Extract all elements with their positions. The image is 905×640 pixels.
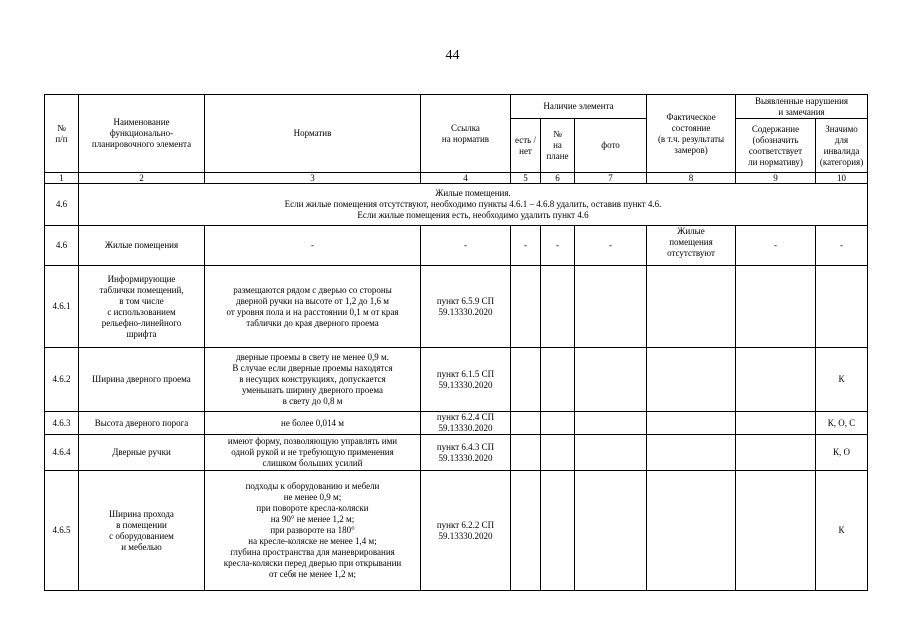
col-number: 2 <box>79 173 205 184</box>
col-number: 9 <box>736 173 816 184</box>
col-actual-header: Фактическое состояние (в т.ч. результаты замеров) <box>647 95 736 173</box>
row-plan: - <box>541 226 575 266</box>
row-actual <box>647 435 736 471</box>
row-actual <box>647 412 736 435</box>
table-row <box>45 184 868 226</box>
row-name: Информирующие таблички помещений, в том числе с использованием рельефно-линейного шрифта <box>79 266 205 348</box>
col-name-header: Наименование функционально- планировочного элемента <box>79 95 205 173</box>
col-norm-header: Норматив <box>205 95 421 173</box>
section-text: Жилые помещения. Если жилые помещения отсутствуют, необходимо пункты 4.6.1 – 4.6.8 удалить, оставив пункт 4.6. Если жилые помещения есть, необходимо удалить пункт 4.6 <box>79 184 868 226</box>
table-row <box>45 173 868 184</box>
col-number: 6 <box>541 173 575 184</box>
row-name: Дверные ручки <box>79 435 205 471</box>
row-name: Жилые помещения <box>79 226 205 266</box>
page-number: 44 <box>445 48 460 63</box>
col-photo-header: фото <box>575 119 647 173</box>
row-ref: - <box>421 226 511 266</box>
row-present <box>511 348 541 412</box>
row-name: Ширина дверного проема <box>79 348 205 412</box>
row-norm: размещаются рядом с дверью со стороны дверной ручки на высоте от 1,2 до 1,6 м от уровня пола и на расстоянии 0,1 м от края таблички до края дверного проема <box>205 266 421 348</box>
row-significant <box>816 266 868 348</box>
col-number: 1 <box>45 173 79 184</box>
col-number: 8 <box>647 173 736 184</box>
table-row <box>45 435 868 471</box>
col-number: 10 <box>816 173 868 184</box>
row-content <box>736 471 816 591</box>
col-ref-header: Ссылка на норматив <box>421 95 511 173</box>
col-number: 3 <box>205 173 421 184</box>
col-number: 7 <box>575 173 647 184</box>
row-num: 4.6.1 <box>45 266 79 348</box>
row-photo <box>575 471 647 591</box>
row-actual <box>647 471 736 591</box>
row-photo <box>575 266 647 348</box>
row-norm: имеют форму, позволяющую управлять ими одной рукой и не требующую применения слишком больших усилий <box>205 435 421 471</box>
row-actual <box>647 348 736 412</box>
row-plan <box>541 412 575 435</box>
table-row <box>45 266 868 348</box>
col-plan-header: № на плане <box>541 119 575 173</box>
row-significant: К, О <box>816 435 868 471</box>
row-content <box>736 412 816 435</box>
row-ref: пункт 6.2.4 СП 59.13330.2020 <box>421 412 511 435</box>
row-num: 4.6.3 <box>45 412 79 435</box>
row-num: 4.6.2 <box>45 348 79 412</box>
row-norm: - <box>205 226 421 266</box>
row-content <box>736 435 816 471</box>
row-ref: пункт 6.5.9 СП 59.13330.2020 <box>421 266 511 348</box>
col-violations-header: Выявленные нарушения и замечания <box>736 95 868 119</box>
row-norm: дверные проемы в свету не менее 0,9 м. В случае если дверные проемы находятся в несущих конструкциях, допускается уменьшать ширину дверного проема в свету до 0,8 м <box>205 348 421 412</box>
row-content <box>736 348 816 412</box>
row-num: 4.6.5 <box>45 471 79 591</box>
row-present <box>511 471 541 591</box>
row-plan <box>541 266 575 348</box>
table-row <box>45 348 868 412</box>
row-content: - <box>736 226 816 266</box>
row-norm: не более 0,014 м <box>205 412 421 435</box>
col-num-header: № п/п <box>45 95 79 173</box>
row-norm: подходы к оборудованию и мебели не менее 0,9 м; при повороте кресла-коляски на 90° не менее 1,2 м; при развороте на 180° на кресле-коляске не менее 1,4 м; глубина пространства для маневрирования кресла-коляски перед дверью при открывании от себя не менее 1,2 м; <box>205 471 421 591</box>
row-plan <box>541 471 575 591</box>
table-row <box>45 226 868 266</box>
accessibility-table <box>44 94 868 591</box>
row-significant: - <box>816 226 868 266</box>
row-significant: К <box>816 348 868 412</box>
row-photo: - <box>575 226 647 266</box>
row-name: Ширина прохода в помещении с оборудованием и мебелью <box>79 471 205 591</box>
col-number: 4 <box>421 173 511 184</box>
row-significant: К <box>816 471 868 591</box>
row-ref: пункт 6.1.5 СП 59.13330.2020 <box>421 348 511 412</box>
row-actual: Жилые помещения отсутствуют <box>647 226 736 266</box>
row-present <box>511 266 541 348</box>
row-present: - <box>511 226 541 266</box>
row-plan <box>541 435 575 471</box>
row-photo <box>575 348 647 412</box>
section-num: 4.6 <box>45 184 79 226</box>
table-row <box>45 412 868 435</box>
row-photo <box>575 435 647 471</box>
row-ref: пункт 6.4.3 СП 59.13330.2020 <box>421 435 511 471</box>
row-num: 4.6 <box>45 226 79 266</box>
row-plan <box>541 348 575 412</box>
row-present <box>511 412 541 435</box>
row-photo <box>575 412 647 435</box>
table-row <box>45 95 868 119</box>
row-actual <box>647 266 736 348</box>
row-ref: пункт 6.2.2 СП 59.13330.2020 <box>421 471 511 591</box>
row-name: Высота дверного порога <box>79 412 205 435</box>
row-num: 4.6.4 <box>45 435 79 471</box>
row-content <box>736 266 816 348</box>
col-number: 5 <box>511 173 541 184</box>
col-present-header: есть / нет <box>511 119 541 173</box>
row-significant: К, О, С <box>816 412 868 435</box>
col-presence-header: Наличие элемента <box>511 95 647 119</box>
table-row <box>45 471 868 591</box>
col-significant-header: Значимо для инвалида (категория) <box>816 119 868 173</box>
col-content-header: Содержание (обозначить соответствует ли нормативу) <box>736 119 816 173</box>
row-present <box>511 435 541 471</box>
